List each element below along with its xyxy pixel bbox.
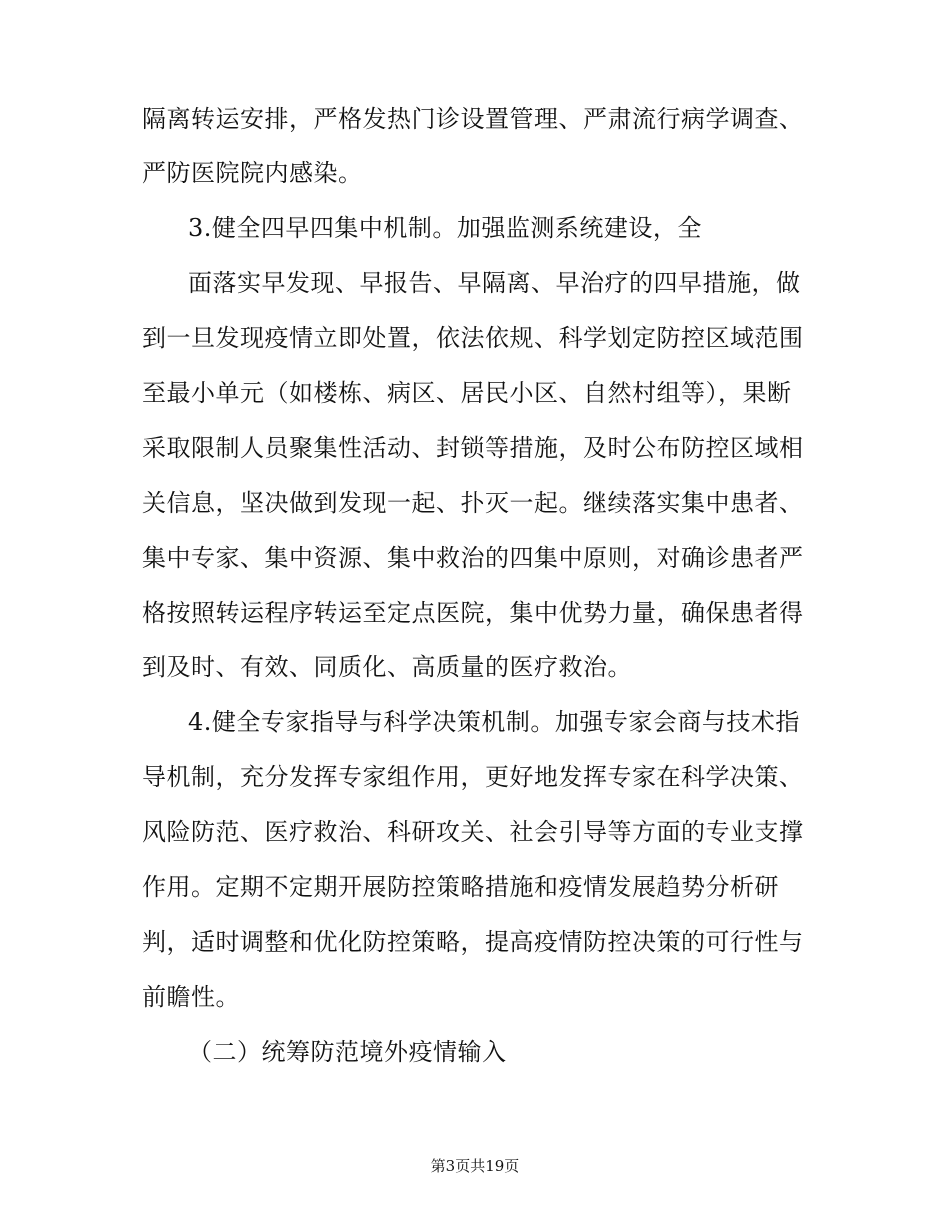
paragraph-line: 至最小单元（如楼栋、病区、居民小区、自然村组等），果断: [142, 379, 792, 407]
paragraph-line: 到及时、有效、同质化、高质量的医疗救治。: [142, 653, 632, 681]
paragraph-line: 集中专家、集中资源、集中救治的四集中原则，对确诊患者严: [142, 544, 804, 572]
page-number-footer: 第3页共19页: [430, 1157, 520, 1175]
paragraph-line: 前瞻性。: [142, 983, 240, 1011]
paragraph-line: 隔离转运安排，严格发热门诊设置管理、严肃流行病学调查、: [142, 105, 804, 133]
paragraph-line: 判，适时调整和优化防控策略，提高疫情防控决策的可行性与: [142, 928, 804, 956]
paragraph-line: 格按照转运程序转运至定点医院，集中优势力量，确保患者得: [142, 599, 804, 627]
paragraph-line: 严防医院院内感染。: [142, 159, 363, 187]
paragraph-line: 面落实早发现、早报告、早隔离、早治疗的四早措施，做: [188, 269, 801, 297]
section-heading-3: 3.健全四早四集中机制。加强监测系统建设，全: [188, 214, 702, 242]
paragraph-line: 风险防范、医疗救治、科研攻关、社会引导等方面的专业支撑: [142, 818, 804, 846]
paragraph-line: 到一旦发现疫情立即处置，依法依规、科学划定防控区域范围: [142, 324, 804, 352]
paragraph-line: 作用。定期不定期开展防控策略措施和疫情发展趋势分析研: [142, 873, 779, 901]
paragraph-line: 导机制，充分发挥专家组作用，更好地发挥专家在科学决策、: [142, 763, 804, 791]
section-heading-4: 4.健全专家指导与科学决策机制。加强专家会商与技术指: [188, 708, 800, 736]
section-heading-2: （二）统筹防范境外疫情输入: [188, 1038, 507, 1066]
paragraph-line: 关信息，坚决做到发现一起、扑灭一起。继续落实集中患者、: [142, 489, 804, 517]
paragraph-line: 采取限制人员聚集性活动、封锁等措施，及时公布防控区域相: [142, 434, 804, 462]
